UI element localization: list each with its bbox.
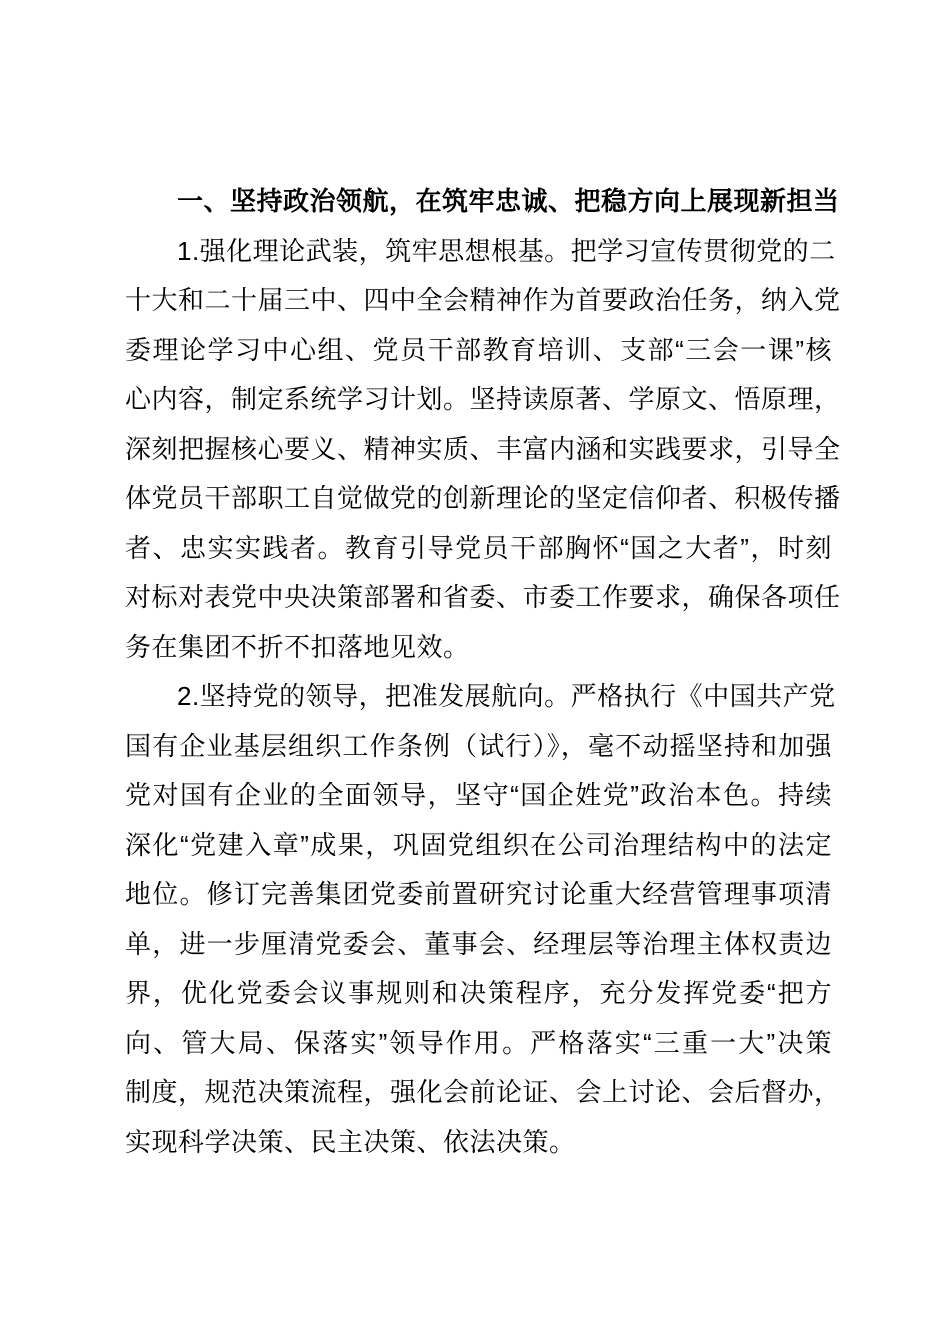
paragraph-line: 实现科学决策、民主决策、依法决策。 <box>125 1126 576 1157</box>
section-heading: 一、坚持政治领航，在筑牢忠诚、把稳方向上展现新担当 <box>177 186 840 216</box>
paragraph-line: 界，优化党委会议事规则和决策程序，充分发挥党委“把方 <box>125 978 832 1008</box>
paragraph-line: 深化“党建入章”成果，巩固党组织在公司治理结构中的法定 <box>125 829 832 860</box>
paragraph-line: 向、管大局、保落实”领导作用。严格落实“三重一大”决策 <box>125 1027 832 1058</box>
paragraph-line: 1.强化理论武装，筑牢思想根基。把学习宣传贯彻党的二 <box>177 235 836 266</box>
paragraph-line: 十大和二十届三中、四中全会精神作为首要政治任务，纳入党 <box>125 285 841 315</box>
paragraph-line: 体党员干部职工自觉做党的创新理论的坚定信仰者、积极传播 <box>125 483 841 513</box>
paragraph-line: 对标对表党中央决策部署和省委、市委工作要求，确保各项任 <box>125 582 841 612</box>
paragraph-line: 务在集团不折不扣落地见效。 <box>125 631 470 662</box>
paragraph-line: 2.坚持党的领导，把准发展航向。严格执行《中国共产党 <box>177 681 836 711</box>
paragraph-line: 地位。修订完善集团党委前置研究讨论重大经营管理事项清 <box>125 879 832 909</box>
paragraph-line: 心内容，制定系统学习计划。坚持读原著、学原文、悟原理， <box>125 384 841 414</box>
paragraph-line: 党对国有企业的全面领导，坚守“国企姓党”政治本色。持续 <box>125 780 832 810</box>
paragraph-line: 委理论学习中心组、党员干部教育培训、支部“三会一课”核 <box>125 334 832 365</box>
paragraph-line: 单，进一步厘清党委会、董事会、经理层等治理主体权责边 <box>125 928 832 959</box>
document-body <box>125 177 841 1167</box>
paragraph-line: 制度，规范决策流程，强化会前论证、会上讨论、会后督办， <box>125 1077 841 1107</box>
paragraph-line: 者、忠实实践者。教育引导党员干部胸怀“国之大者”，时刻 <box>125 532 832 563</box>
paragraph-line: 国有企业基层组织工作条例（试行）》，毫不动摇坚持和加强 <box>125 730 832 761</box>
paragraph-line: 深刻把握核心要义、精神实质、丰富内涵和实践要求，引导全 <box>125 433 841 464</box>
